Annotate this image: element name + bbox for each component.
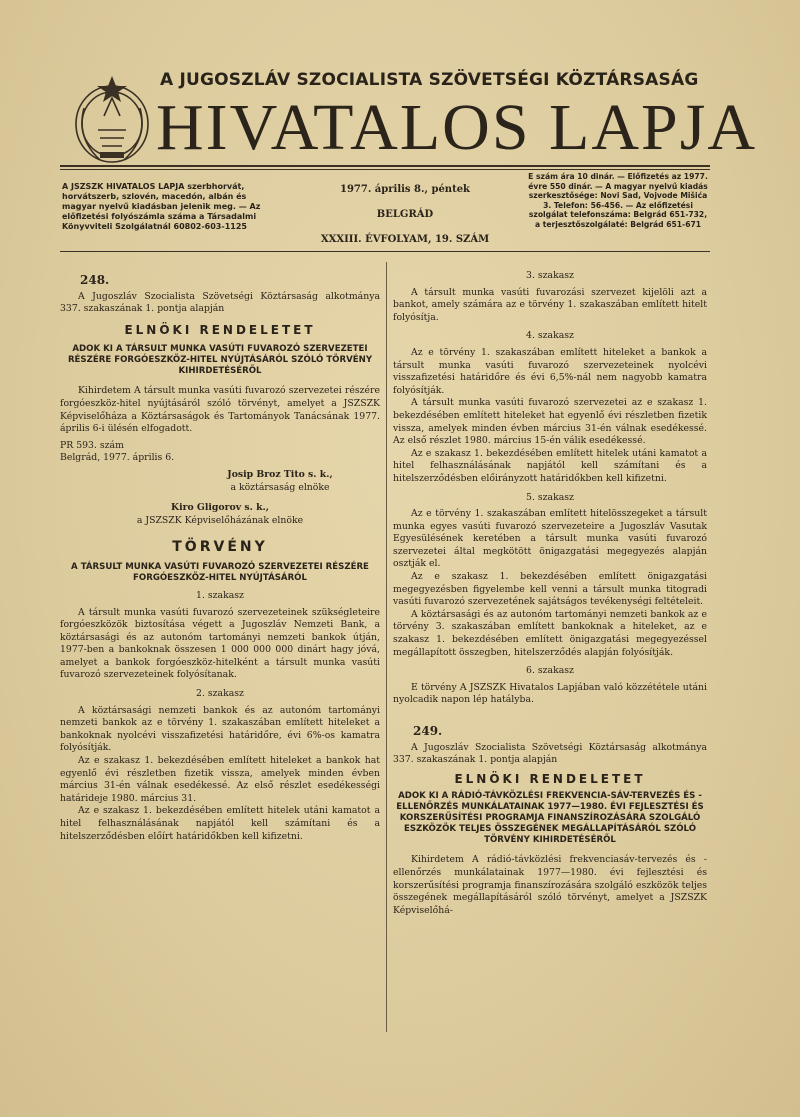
place-date: Belgrád, 1977. április 6. [60,452,175,464]
section-heading: 4. szakasz [526,330,574,342]
signature-role: a JSZSZK Képviselőházának elnöke [136,514,304,526]
section-text: Az e törvény 1. szakaszában említett hitelösszegeket a társult munka egyes vasúti fuvarozó szervezeteire a Jugoszláv Vasutak Egyesülésének keretében a társult munka vasúti fuvarozó szervezetei által megkötött önigazgatási megegyezés alapján osztják el. [393,508,707,570]
decree-heading: ELNÖKI RENDELETET [124,322,316,337]
section-text: Az e szakasz 1. bekezdésében említett hiteleket a bankok hat egyenlő évi részletben fizetik vissza, amelyek minden évben március 31-én válnak esedékessé. Az első részlet esedékességi határideje 1980. március 31. [60,755,380,804]
section-heading: 3. szakasz [526,270,574,281]
law-heading: TÖRVÉNY [172,539,268,556]
law-title: A TÁRSULT MUNKA VASÚTI FUVAROZÓ SZERVEZETEI RÉSZÉRE FORGÓESZKÖZ-HITEL NYÚJTÁSÁRÓL [71,561,369,583]
article-number: 248. [80,273,110,287]
signature-role: a köztársaság elnöke [230,481,330,493]
article-number: 249. [413,724,443,738]
right-column [393,270,707,917]
section-text: Az e szakasz 1. bekezdésében említett hitelek utáni kamatot a hitel felhasználásának napjától kell számítani és a hitelszerződésben előírt határidőkben kell kifizetni. [60,805,380,842]
issue-info [300,184,510,259]
decree-title: ADOK KI A TÁRSULT MUNKA VASÚTI FUVAROZÓ SZERVEZETEI RÉSZÉRE FORGÓESZKÖZ-HITEL NYÚJTÁSÁRÓL SZÓLÓ TÖRVÉNY KIHIRDETÉSÉRŐL [67,344,373,377]
article-intro: A Jugoszláv Szocialista Szövetségi Köztársaság alkotmánya 337. szakaszának 1. pontja alapján [393,741,707,766]
section-text: E törvény A JSZSZK Hivatalos Lapjában való közzététele utáni nyolcadik napon lép hatályba. [393,681,707,706]
section-text: A köztársasági és az autonóm tartományi nemzeti bankok az e törvény 3. szakaszában említett bankoknak a hiteleket, az e szakasz 1. bekezdésében említett önigazgatási megegyezéssel megállapított összegben, hitelszerződés alapján folyósítják. [393,608,707,658]
signature-name: Kiro Gligorov s. k., [170,502,269,514]
signature-name: Josip Broz Tito s. k., [227,468,333,480]
masthead-title: HIVATALOS LAPJA [156,91,758,164]
section-text: Az e szakasz 1. bekezdésében említett önigazgatási megegyezésben figyelembe kell venni a társult munka titogradi vasúti fuvarozó szervezetének sajátságos tevékenységi feltételeit. [393,571,707,608]
issue-date: 1977. április 8., péntek [340,184,470,195]
left-column [60,268,380,843]
section-heading: 2. szakasz [196,688,244,700]
section-text: Az e szakasz 1. bekezdésében említett hitelek utáni kamatot a hitel felhasználásának napjától kell számítani és a hitelszerződésben előirányzott határidőkben kell kifizetni. [393,447,707,484]
section-text: A társult munka vasúti fuvarozó szervezetei az e szakasz 1. bekezdésében említett hiteleket hat egyenlő évi részletben fizetik vissza, amelyek minden évben március 31-én válnak esedékessé. Az első részlet 1980. március 15-én válik esedékessé. [393,397,707,447]
section-text: A társult munka vasúti fuvarozó szervezeteinek szükségleteire forgóeszközök biztosítása végett a Jugoszláv Nemzeti Bank, a köztársasági és az autonóm tartományi nemzeti bankok útján, 1977-ben a bankoknak összesen 1 000 000 000 dinárt hagy jóvá, amelyet a bankok forgóeszköz-hitelként a társult munka vasúti fuvarozó szervezeteinek folyósítanak. [60,606,380,681]
section-text: A köztársasági nemzeti bankok és az autonóm tartományi nemzeti bankok az e törvény 1. szakaszában említett hiteleket a bankoknak nyolcévi visszafizetési határidőre, évi 6%-os kamatra folyósítják. [60,704,380,754]
section-heading: 1. szakasz [196,589,244,601]
coat-of-arms-icon [70,68,154,172]
proclamation-text: Kihirdetem A társult munka vasúti fuvarozó szervezetei részére forgóeszköz-hitel nyújtásáról szóló törvényt, amelyet a JSZSZK Képviselőháza a Köztársaságok és Tartományok Tanácsának 1977. április 6-i ülésén elfogadott. [60,385,380,435]
decree-title: ADOK KI A RÁDIÓ-TÁVKÖZLÉSI FREKVENCIA-SÁV-TERVEZÉS ÉS -ELLENŐRZÉS MUNKÁLATAINAK 1977—1980. ÉVI FEJLESZTÉSI ÉS KORSZERŰSÍTÉSI PROGRAMJA FINANSZÍROZÁSÁRA SZOLGÁLÓ ESZKÖZÖK TELJES ÖSSZEGÉNEK MEGÁLLAPÍTÁSÁRÓL SZÓLÓ TÖRVÉNY KIHIRDETÉSÉRŐL [396,791,704,846]
masthead-supertitle: A JUGOSZLÁV SZOCIALISTA SZÖVETSÉGI KÖZTÁRSASÁG [160,70,699,90]
article-intro: A Jugoszláv Szocialista Szövetségi Köztársaság alkotmánya 337. szakaszának 1. pontja alapján [60,290,380,315]
issue-place: BELGRÁD [376,209,434,220]
section-heading: 6. szakasz [526,665,574,677]
issue-volume: XXXIII. ÉVFOLYAM, 19. SZÁM [320,234,490,245]
pr-number: PR 593. szám [60,439,124,451]
masthead-rule-thin [60,169,710,170]
subscription-info: A JSZSZK HIVATALOS LAPJA szerbhorvát, horvátszerb, szlovén, macedón, albán és magyar nyelvű kiadásban jelenik meg. — Az előfizetési folyószámla száma a Társadalmi Könyvviteli Szolgálatnál 60802-603-1125 [62,182,261,231]
proclamation-text: Kihirdetem A rádió-távközlési frekvenciasáv-tervezés és -ellenőrzés munkálatainak 1977—1980. évi fejlesztési és korszerűsítési programja finanszírozására szolgáló eszközök teljes összegének megállapításáról szóló törvényt, amelyet a JSZSZK Képviselőhá- [393,854,707,916]
section-text: Az e törvény 1. szakaszában említett hiteleket a bankok a társult munka vasúti fuvarozó szervezeteinek nyolcévi visszafizetési határidőre és évi 6,5%-nál nem nagyobb kamatra folyósítják. [393,346,707,396]
decree-heading: ELNÖKI RENDELETET [454,771,646,786]
section-heading: 5. szakasz [526,491,574,503]
column-divider [386,262,387,1032]
masthead-rule [60,165,710,167]
price-info: E szám ára 10 dinár. — Előfizetés az 1977. évre 550 dinár. — A magyar nyelvű kiadás szerkesztősége: Novi Sad, Vojvode Mišića 3. Telefon: 56-456. — Az előfizetési szolgálat telefonszáma: Belgrád 651-732, a terjesztőszolgálaté: Belgrád 651-671 [528,172,708,229]
section-text: A társult munka vasúti fuvarozási szervezet kijelöli azt a bankot, amely számára az e törvény 1. szakaszában említett hitelt folyósítja. [393,286,707,323]
